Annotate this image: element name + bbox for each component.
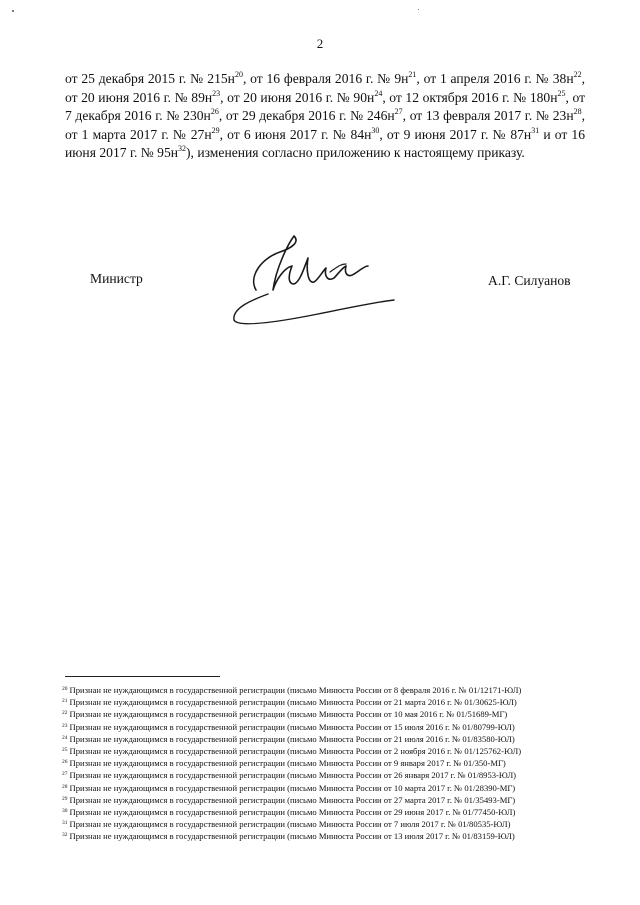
- footnote-number: 31: [62, 820, 68, 827]
- body-text-run: , от 20 июня 2016 г. № 90н: [220, 89, 375, 105]
- footnote-text: Признан не нуждающимся в государственной регистрации (письмо Минюста России от 9 января 2017 г. № 01/350-МГ): [69, 758, 506, 769]
- footnote-number: 25: [62, 747, 68, 754]
- footnote-item: [62, 696, 622, 708]
- body-text-run: ), изменения согласно приложению к настоящему приказу.: [186, 145, 525, 161]
- footnote-reference: 27: [394, 107, 403, 117]
- footnote-reference: 25: [557, 88, 566, 98]
- page-number: 2: [316, 36, 324, 51]
- footnote-number: 26: [62, 759, 68, 766]
- footnote-text: Признан не нуждающимся в государственной регистрации (письмо Минюста России от 21 марта 2016 г. № 01/30625-ЮЛ): [69, 697, 517, 708]
- footnote-text: Признан не нуждающимся в государственной регистрации (письмо Минюста России от 15 июля 2016 г. № 01/80799-ЮЛ): [69, 721, 515, 732]
- footnote-separator: [65, 676, 220, 677]
- body-text-run: , от 1 марта 2017 г. № 27н: [65, 108, 585, 142]
- body-text-run: , от 12 октября 2016 г. № 180н: [382, 89, 558, 105]
- body-text-run: , от 20 июня 2016 г. № 89н: [65, 71, 586, 105]
- body-text-run: , от 7 декабря 2016 г. № 230н: [65, 89, 586, 124]
- footnote-reference: 28: [573, 107, 582, 117]
- footnote-item: [62, 806, 622, 818]
- body-text-run: , от 29 декабря 2016 г. № 246н: [218, 108, 395, 124]
- body-text-run: , от 1 апреля 2016 г. № 38н: [416, 71, 574, 86]
- scan-speck: [12, 10, 14, 12]
- footnote-text: Признан не нуждающимся в государственной регистрации (письмо Минюста России от 10 мая 2016 г. № 01/51689-МГ): [69, 709, 508, 720]
- footnote-number: 24: [62, 734, 68, 741]
- footnote-reference: 22: [573, 70, 582, 79]
- footnote-text: Признан не нуждающимся в государственной регистрации (письмо Минюста России от 10 марта 2017 г. № 01/28390-МГ): [69, 782, 516, 793]
- footnote-item: [62, 769, 622, 781]
- footnotes-list: [62, 684, 622, 843]
- footnote-reference: 26: [210, 107, 219, 117]
- footnote-number: 28: [62, 783, 68, 790]
- footnote-text: Признан не нуждающимся в государственной регистрации (письмо Минюста России от 26 января 2017 г. № 01/8953-ЮЛ): [69, 770, 517, 781]
- body-text-run: , от 13 февраля 2017 г. № 23н: [402, 108, 574, 124]
- footnote-number: 32: [62, 832, 68, 839]
- footnote-reference: 32: [178, 144, 187, 154]
- body-paragraph: [65, 70, 585, 163]
- footnote-number: 22: [62, 710, 68, 717]
- footnote-item: [62, 721, 622, 733]
- footnote-text: Признан не нуждающимся в государственной регистрации (письмо Минюста России от 29 июня 2017 г. № 01/77450-ЮЛ): [69, 807, 516, 818]
- footnote-item: [62, 745, 622, 757]
- signatory-name: А.Г. Силуанов: [488, 273, 571, 288]
- handwritten-signature: [218, 228, 398, 328]
- footnote-number: 20: [62, 686, 68, 692]
- footnote-text: Признан не нуждающимся в государственной регистрации (письмо Минюста России от 8 февраля 2016 г. № 01/12171-ЮЛ): [69, 685, 522, 695]
- footnote-text: Признан не нуждающимся в государственной регистрации (письмо Минюста России от 7 июля 2017 г. № 01/80535-ЮЛ): [69, 819, 511, 830]
- footnote-number: 27: [62, 771, 68, 778]
- footnote-text: Признан не нуждающимся в государственной регистрации (письмо Минюста России от 27 марта 2017 г. № 01/35493-МГ): [69, 794, 516, 805]
- signatory-title: Министр: [90, 271, 143, 286]
- footnote-reference: 20: [234, 70, 243, 79]
- footnote-item: [62, 733, 622, 745]
- body-text-run: от 25 декабря 2015 г. № 215н: [65, 71, 235, 86]
- footnote-reference: 29: [211, 125, 220, 135]
- footnote-item: [62, 684, 622, 696]
- footnote-text: Признан не нуждающимся в государственной регистрации (письмо Минюста России от 21 июля 2016 г. № 01/83580-ЮЛ): [69, 733, 515, 744]
- footnote-number: 29: [62, 795, 68, 802]
- footnote-item: [62, 830, 622, 842]
- scan-speck: [418, 9, 419, 10]
- footnote-reference: 31: [531, 125, 540, 135]
- footnote-item: [62, 757, 622, 769]
- footnote-item: [62, 818, 622, 830]
- footnote-item: [62, 794, 622, 806]
- body-text-run: , от 6 июня 2017 г. № 84н: [219, 126, 372, 142]
- footnote-number: 30: [62, 808, 68, 815]
- footnote-reference: 24: [374, 88, 383, 98]
- footnote-text: Признан не нуждающимся в государственной регистрации (письмо Минюста России от 13 июля 2017 г. № 01/83159-ЮЛ): [69, 831, 515, 842]
- body-text-run: , от 9 июня 2017 г. № 87н: [379, 126, 532, 142]
- footnote-number: 23: [62, 722, 68, 729]
- body-text-run: , от 16 февраля 2016 г. № 9н: [242, 71, 409, 86]
- footnote-reference: 21: [408, 70, 417, 79]
- body-text-run: и от 16 июня 2017 г. № 95н: [65, 126, 586, 161]
- footnote-reference: 30: [371, 125, 380, 135]
- footnote-text: Признан не нуждающимся в государственной регистрации (письмо Минюста России от 2 ноября 2016 г. № 01/125762-ЮЛ): [69, 746, 522, 757]
- footnote-item: [62, 708, 622, 720]
- footnote-number: 21: [62, 698, 68, 705]
- footnote-item: [62, 782, 622, 794]
- footnote-reference: 23: [212, 88, 221, 98]
